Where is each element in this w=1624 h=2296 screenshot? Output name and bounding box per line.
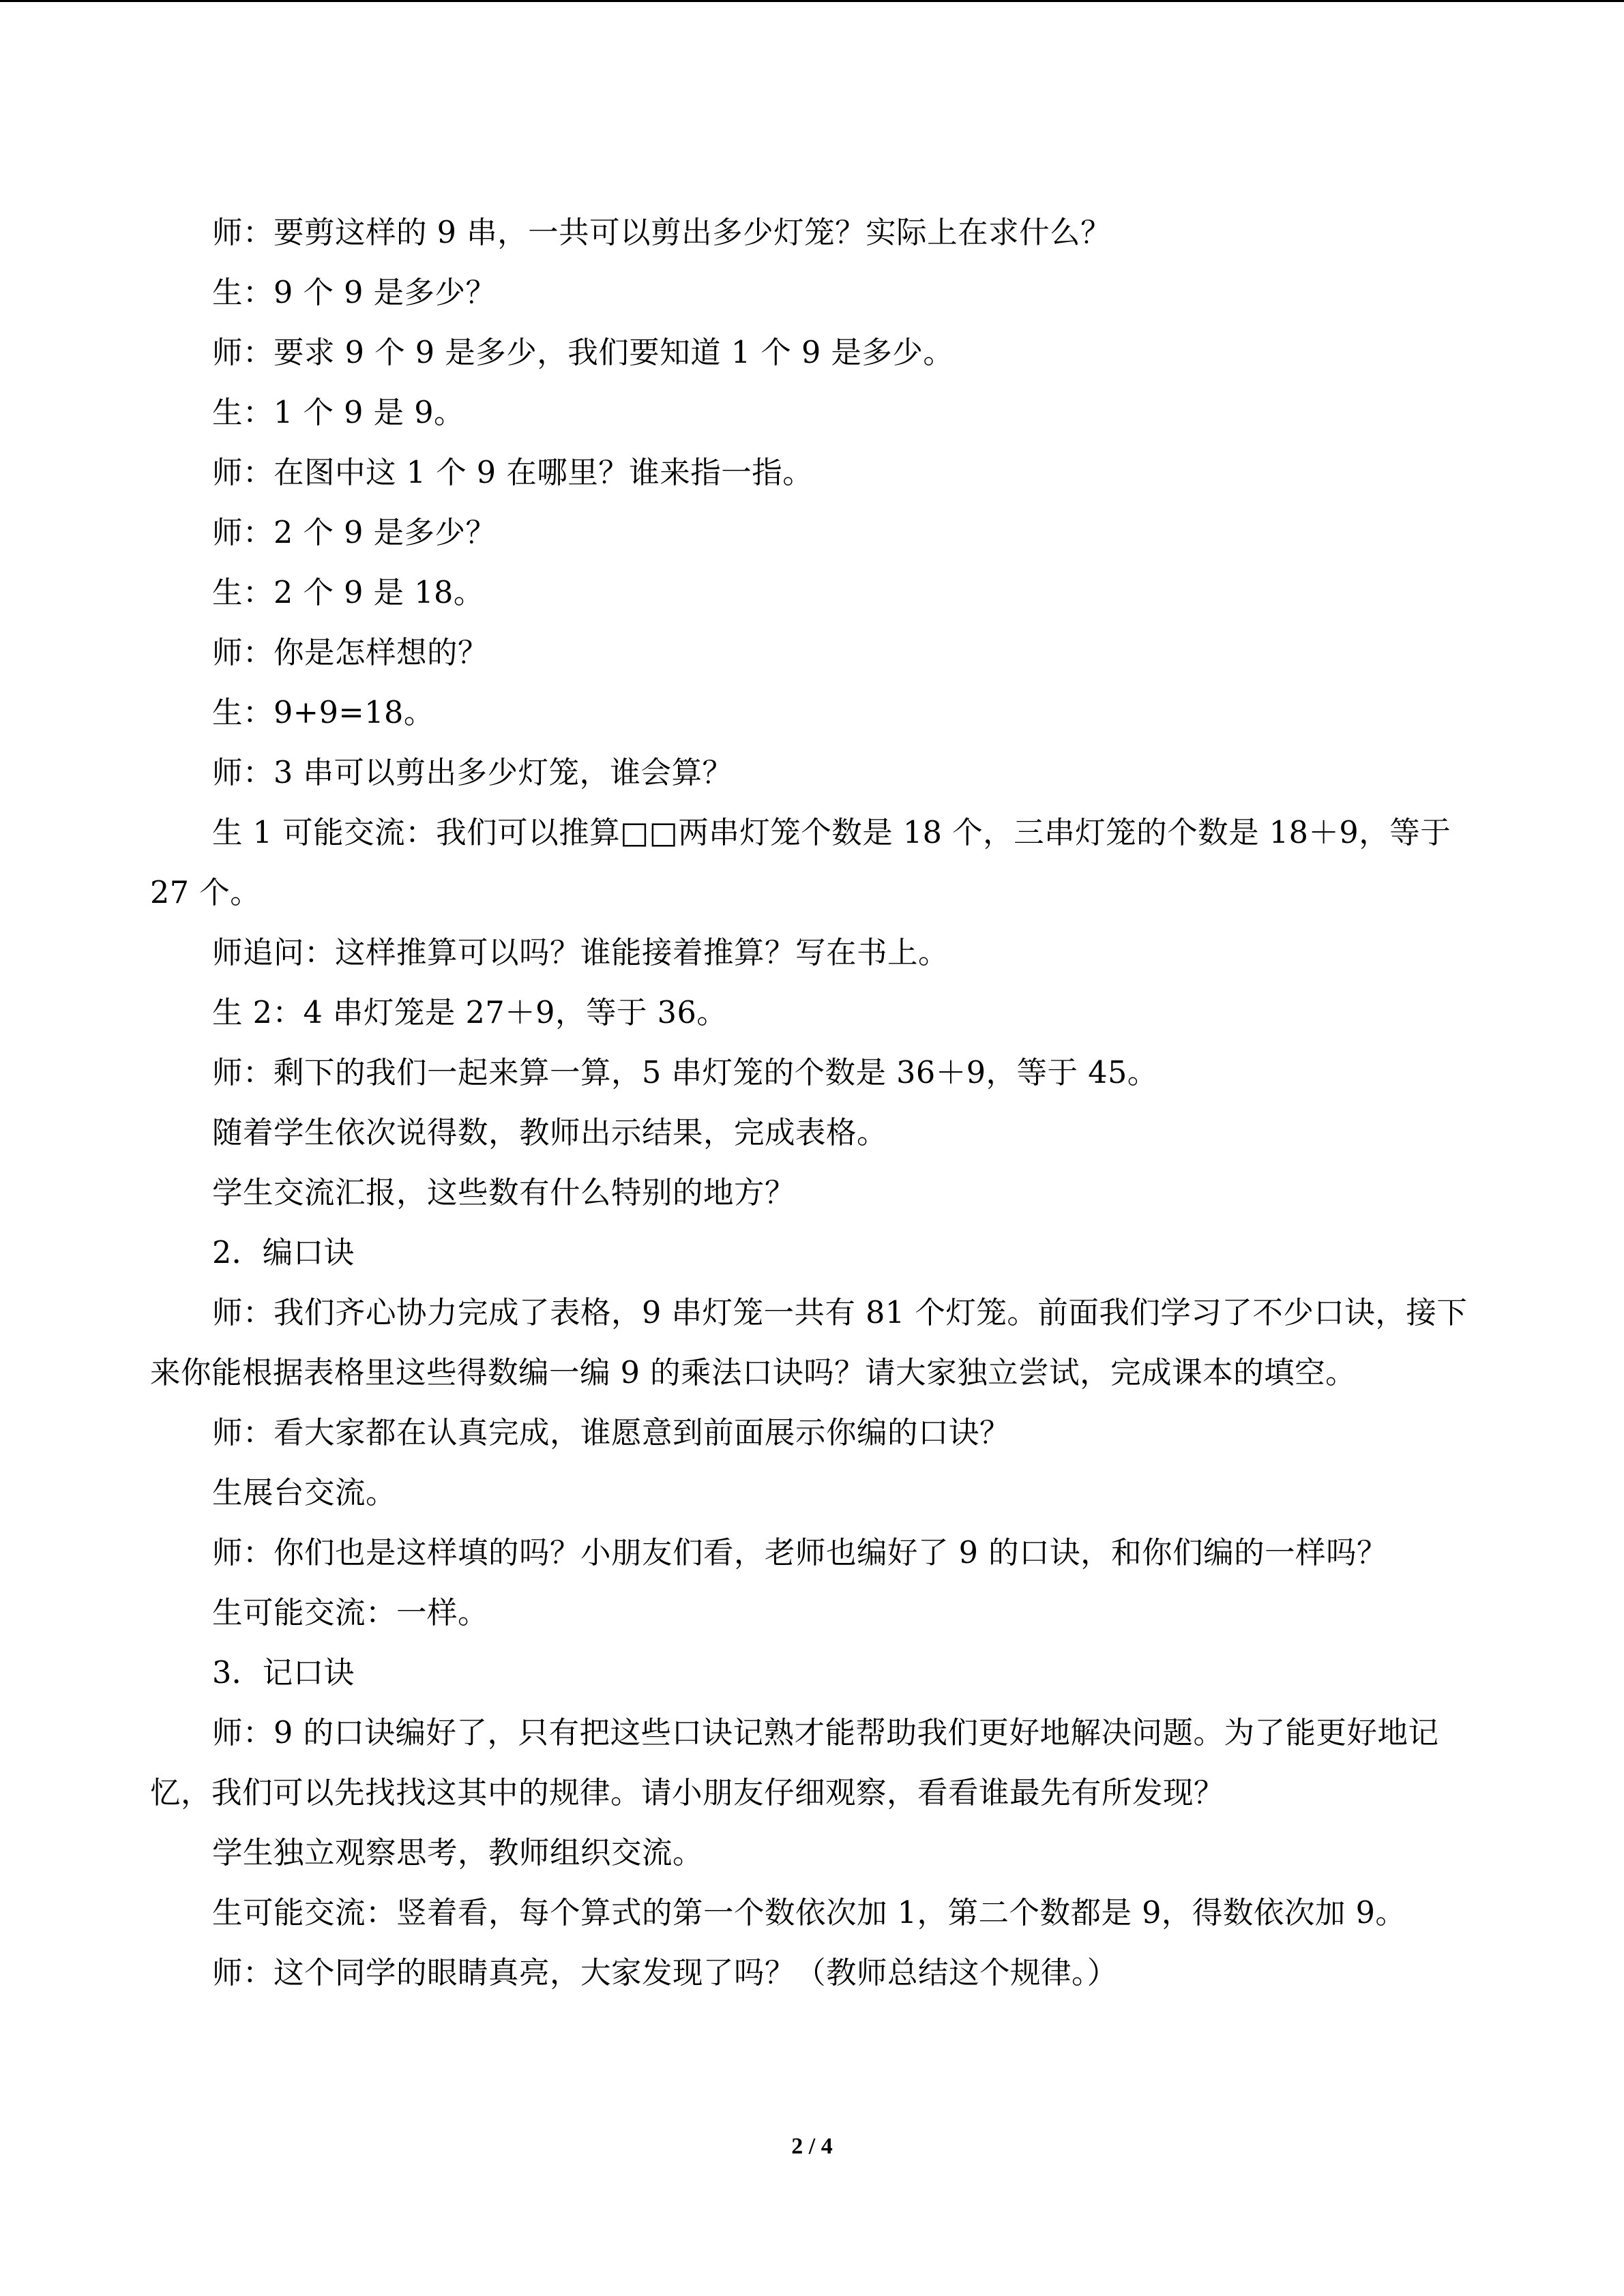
paragraph: 生 2：4 串灯笼是 27＋9，等于 36。 [212,996,728,1030]
paragraph: 学生交流汇报，这些数有什么特别的地方？ [212,1176,796,1210]
paragraph: 师：9 的口诀编好了，只有把这些口诀记熟才能帮助我们更好地解决问题。为了能更好地记忆，我们可以先找找这其中的规律。请小朋友仔细观察，看看谁最先有所发现？ [150,1716,1439,1810]
paragraph: 生展台交流。 [212,1476,397,1510]
paragraph: 师：这个同学的眼睛真亮，大家发现了吗？（教师总结这个规律。） [212,1956,1118,1991]
paragraph: 师：你是怎样想的？ [212,636,489,670]
paragraph: 师：我们齐心协力完成了表格，9 串灯笼一共有 81 个灯笼。前面我们学习了不少口诀，接下来你能根据表格里这些得数编一编 9 的乘法口诀吗？请大家独立尝试，完成课本的填空。 [150,1296,1468,1390]
paragraph: 生：2 个 9 是 18。 [212,576,484,610]
paragraph: 生：1 个 9 是 9。 [212,396,465,430]
paragraph: 师：要剪这样的 9 串，一共可以剪出多少灯笼？实际上在求什么？ [212,215,1112,250]
paragraph: 生可能交流：一样。 [212,1596,489,1630]
section-heading: 2．编口诀 [212,1236,355,1270]
paragraph: 师追问：这样推算可以吗？谁能接着推算？写在书上。 [212,936,949,970]
paragraph: 师：要求 9 个 9 是多少，我们要知道 1 个 9 是多少。 [212,336,954,370]
paragraph: 生可能交流：竖着看，每个算式的第一个数依次加 1，第二个数都是 9，得数依次加 9。 [212,1896,1406,1930]
paragraph: 学生独立观察思考，教师组织交流。 [212,1836,704,1870]
paragraph: 生 1 可能交流：我们可以推算□□两串灯笼个数是 18 个，三串灯笼的个数是 18＋9，等于 27 个。 [150,816,1451,910]
paragraph: 师：3 串可以剪出多少灯笼，谁会算？ [212,756,733,790]
paragraph: 生：9 个 9 是多少？ [212,275,497,310]
paragraph: 师：剩下的我们一起来算一算，5 串灯笼的个数是 36＋9，等于 45。 [212,1056,1158,1090]
paragraph: 师：你们也是这样填的吗？小朋友们看，老师也编好了 9 的口诀，和你们编的一样吗？ [212,1536,1388,1570]
paragraph: 师：在图中这 1 个 9 在哪里？谁来指一指。 [212,456,814,490]
paragraph: 师：2 个 9 是多少？ [212,516,497,550]
paragraph: 师：看大家都在认真完成，谁愿意到前面展示你编的口诀？ [212,1416,1011,1450]
top-border-rule [0,0,1624,2]
paragraph: 生：9+9=18。 [212,696,434,730]
page-number: 2 / 4 [791,2134,833,2159]
document-body [150,203,1473,2003]
paragraph: 随着学生依次说得数，教师出示结果，完成表格。 [212,1116,888,1150]
section-heading: 3．记口诀 [212,1656,355,1690]
